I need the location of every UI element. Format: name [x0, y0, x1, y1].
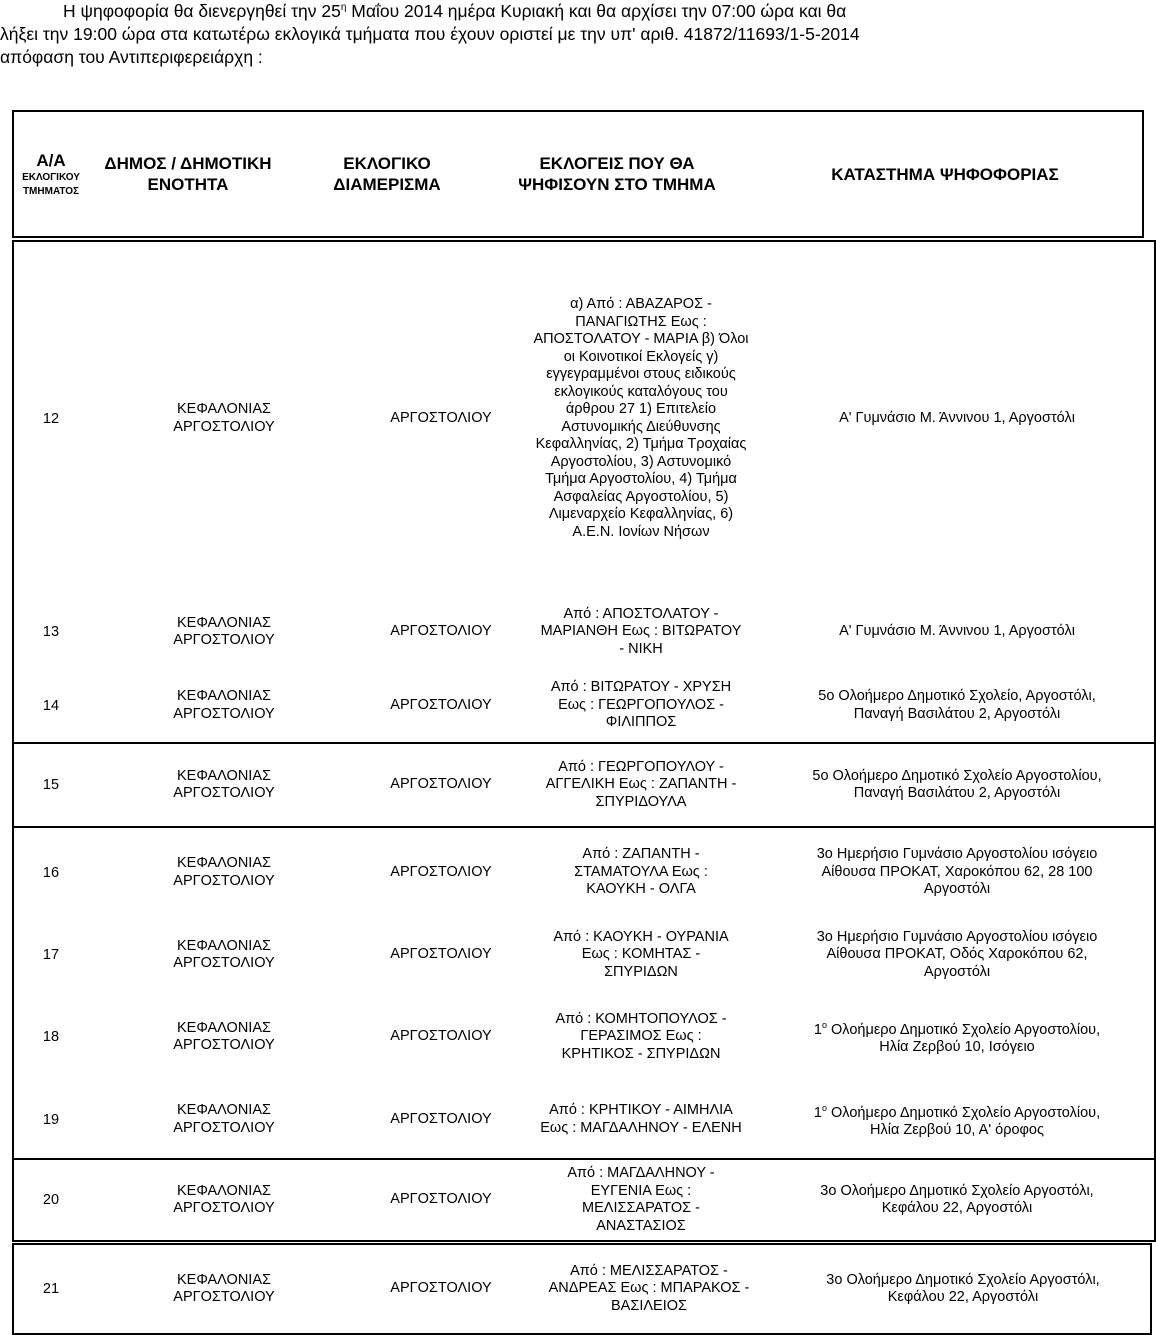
table-row	[13, 827, 1155, 917]
row-district: ΑΡΓΟΣΤΟΛΙΟΥ	[390, 1280, 492, 1297]
header-district: ΕΚΛΟΓΙΚΟ ΔΙΑΜΕΡΙΣΜΑ	[333, 154, 441, 194]
row-station: 5ο Ολοήμερο Δημοτικό Σχολείο, Αργοστόλι, Παναγή Βασιλάτου 2, Αργοστόλι	[818, 688, 1096, 722]
row-municipality: ΚΕΦΑΛΟΝΙΑΣ ΑΡΓΟΣΤΟΛΙΟΥ	[173, 855, 275, 889]
row-voters: Από : ΚΟΜΗΤΟΠΟΥΛΟΣ - ΓΕΡΑΣΙΜΟΣ Εως : ΚΡΗΤΙΚΟΣ - ΣΠΥΡΙΔΩΝ	[555, 1010, 727, 1062]
row-station: 5ο Ολοήμερο Δημοτικό Σχολείο Αργοστολίου, Παναγή Βασιλάτου 2, Αργοστόλι	[812, 767, 1102, 801]
row-voters: Από : ΚΡΗΤΙΚΟΥ - ΑΙΜΗΛΙΑ Εως : ΜΑΓΔΑΛΗΝΟΥ - ΕΛΕΝΗ	[540, 1102, 742, 1136]
row-voters: Από : ΚΑΟΥΚΗ - ΟΥΡΑΝΙΑ Εως : ΚΟΜΗΤΑΣ - ΣΠΥΡΙΔΩΝ	[553, 928, 729, 980]
intro-line-1	[0, 0, 960, 23]
table-row	[13, 1244, 1151, 1334]
intro-line-3: απόφαση του Αντιπεριφερειάρχη :	[0, 47, 263, 67]
table-row	[13, 917, 1155, 993]
row-number: 15	[42, 777, 60, 793]
table-row	[13, 595, 1155, 669]
row-station	[760, 1081, 1155, 1159]
row-voters: Από : ΓΕΩΡΓΟΠΟΥΛΟΥ - ΑΓΓΕΛΙΚΗ Εως : ΖΑΠΑΝΤΗ - ΣΠΥΡΙΔΟΥΛΑ	[545, 758, 737, 810]
row-number: 16	[42, 864, 60, 881]
row-municipality: ΚΕΦΑΛΟΝΙΑΣ ΑΡΓΟΣΤΟΛΙΟΥ	[173, 1102, 275, 1136]
row-number: 14	[42, 697, 60, 714]
row-station: Α' Γυμνάσιο Μ. Άννινου 1, Αργοστόλι	[839, 409, 1075, 426]
row-station: 3ο Ημερήσιο Γυμνάσιο Αργοστολίου ισόγειο Αίθουσα ΠΡΟΚΑΤ, Οδός Χαροκόπου 62, Αργοστόλι	[816, 928, 1098, 980]
header-serial-top: Α/Α	[36, 150, 66, 170]
intro-line-1-start: Η ψηφοφορία θα διενεργηθεί την 25	[63, 1, 341, 21]
row-district: ΑΡΓΟΣΤΟΛΙΟΥ	[390, 1191, 492, 1208]
row-number: 13	[42, 624, 60, 640]
table-row	[13, 1159, 1155, 1241]
row-station	[760, 993, 1155, 1081]
station-number: 1	[813, 1021, 822, 1038]
row-district: ΑΡΓΟΣΤΟΛΙΟΥ	[390, 623, 492, 640]
table-row	[13, 993, 1155, 1081]
row-district: ΑΡΓΟΣΤΟΛΙΟΥ	[390, 696, 492, 713]
table-body	[12, 240, 1156, 1242]
station-text: Ολοήμερο Δημοτικό Σχολείο Αργοστολίου, Ηλία Ζερβού 10, Ισόγειο	[827, 1021, 1101, 1056]
table-header	[12, 110, 1144, 238]
row-municipality: ΚΕΦΑΛΟΝΙΑΣ ΑΡΓΟΣΤΟΛΙΟΥ	[173, 937, 275, 971]
row-district: ΑΡΓΟΣΤΟΛΙΟΥ	[390, 1028, 492, 1045]
row-number: 19	[42, 1111, 60, 1128]
row-number: 21	[42, 1281, 60, 1297]
row-voters: Από : ΖΑΠΑΝΤΗ - ΣΤΑΜΑΤΟΥΛΑ Εως : ΚΑΟΥΚΗ - ΟΛΓΑ	[574, 846, 708, 898]
station-superscript: ο	[821, 1102, 827, 1113]
row-station: 3ο Ημερήσιο Γυμνάσιο Αργοστολίου ισόγειο Αίθουσα ΠΡΟΚΑΤ, Χαροκόπου 62, 28 100 Αργοστόλι	[816, 846, 1098, 898]
row-voters: Από : ΑΠΟΣΤΟΛΑΤΟΥ - ΜΑΡΙΑΝΘΗ Εως : ΒΙΤΩΡΑΤΟΥ - ΝΙΚΗ	[540, 605, 742, 657]
table-row	[13, 743, 1155, 827]
row-municipality: ΚΕΦΑΛΟΝΙΑΣ ΑΡΓΟΣΤΟΛΙΟΥ	[173, 1271, 275, 1305]
intro-line-1-end: Μαΐου 2014 ημέρα Κυριακή και θα αρχίσει την 07:00 ώρα και θα	[346, 1, 847, 21]
header-serial-bottom: ΕΚΛΟΓΙΚΟΥ ΤΜΗΜΑΤΟΣ	[22, 171, 80, 197]
row-voters: Από : ΜΑΓΔΑΛΗΝΟΥ - ΕΥΓΕΝΙΑ Εως : ΜΕΛΙΣΣΑΡΑΤΟΣ - ΑΝΑΣΤΑΣΙΟΣ	[567, 1165, 715, 1234]
row-municipality: ΚΕΦΑΛΟΝΙΑΣ ΑΡΓΟΣΤΟΛΙΟΥ	[173, 401, 275, 435]
row-district: ΑΡΓΟΣΤΟΛΙΟΥ	[390, 409, 492, 426]
row-municipality: ΚΕΦΑΛΟΝΙΑΣ ΑΡΓΟΣΤΟΛΙΟΥ	[173, 1182, 275, 1216]
row-voters: Από : ΒΙΤΩΡΑΤΟΥ - ΧΡΥΣΗ Εως : ΓΕΩΡΓΟΠΟΥΛΟΣ - ΦΙΛΙΠΠΟΣ	[550, 679, 732, 731]
row-district: ΑΡΓΟΣΤΟΛΙΟΥ	[390, 946, 492, 963]
row-number: 12	[42, 410, 60, 427]
row-number: 20	[42, 1192, 60, 1208]
row-station: 3ο Ολοήμερο Δημοτικό Σχολείο Αργοστόλι, Κεφάλου 22, Αργοστόλι	[820, 1182, 1094, 1216]
row-voters: α) Από : ΑΒΑΖΑΡΟΣ - ΠΑΝΑΓΙΩΤΗΣ Εως : ΑΠΟΣΤΟΛΑΤΟΥ - ΜΑΡΙΑ β) Όλοι οι Κοινοτικοί Εκλογείς γ) εγγεγραμμένοι στους ειδικούς εκλογικούς καταλόγους του άρθρου 27 1) Επιτελείο Αστυνομικής Διεύθυνσης Κεφαλληνίας, 2) Τμήμα Τροχαίας Αργοστολίου, 3) Αστυνομικό Τμήμα Αργοστολίου, 4) Τμήμα Ασφαλείας Αργοστολίου, 5) Λιμεναρχείο Κεφαλληνίας, 6) Α.Ε.Ν. Ιονίων Νήσων	[533, 296, 749, 540]
table-row	[13, 241, 1155, 595]
intro-superscript: η	[340, 2, 347, 13]
header-serial	[13, 111, 88, 237]
table-row	[13, 1081, 1155, 1159]
row-number: 18	[42, 1029, 60, 1045]
row-district: ΑΡΓΟΣΤΟΛΙΟΥ	[390, 863, 492, 880]
row-number: 17	[42, 947, 60, 963]
table-row	[13, 669, 1155, 743]
row-municipality: ΚΕΦΑΛΟΝΙΑΣ ΑΡΓΟΣΤΟΛΙΟΥ	[173, 1019, 275, 1053]
row-municipality: ΚΕΦΑΛΟΝΙΑΣ ΑΡΓΟΣΤΟΛΙΟΥ	[173, 688, 275, 722]
row-municipality: ΚΕΦΑΛΟΝΙΑΣ ΑΡΓΟΣΤΟΛΙΟΥ	[173, 614, 275, 648]
station-superscript: ο	[821, 1020, 827, 1031]
header-station: ΚΑΤΑΣΤΗΜΑ ΨΗΦΟΦΟΡΙΑΣ	[831, 164, 1059, 184]
row-station: Α' Γυμνάσιο Μ. Άννινου 1, Αργοστόλι	[839, 623, 1075, 640]
header-voters: ΕΚΛΟΓΕΙΣ ΠΟΥ ΘΑ ΨΗΦΙΣΟΥΝ ΣΤΟ ΤΜΗΜΑ	[518, 154, 716, 194]
table-body-continued	[12, 1243, 1152, 1335]
row-voters: Από : ΜΕΛΙΣΣΑΡΑΤΟΣ - ΑΝΔΡΕΑΣ Εως : ΜΠΑΡΑΚΟΣ - ΒΑΣΙΛΕΙΟΣ	[548, 1262, 750, 1314]
row-district: ΑΡΓΟΣΤΟΛΙΟΥ	[390, 1110, 492, 1127]
intro-line-2: λήξει την 19:00 ώρα στα κατωτέρω εκλογικά τμήματα που έχουν οριστεί με την υπ' αριθ. 41872/11693/1-5-2014	[0, 24, 860, 44]
header-municipality: ΔΗΜΟΣ / ΔΗΜΟΤΙΚΗ ΕΝΟΤΗΤΑ	[104, 154, 272, 194]
station-text: Ολοήμερο Δημοτικό Σχολείο Αργοστολίου, Ηλία Ζερβού 10, Α' όροφος	[827, 1104, 1101, 1138]
row-station: 3ο Ολοήμερο Δημοτικό Σχολείο Αργοστόλι, Κεφάλου 22, Αργοστόλι	[826, 1271, 1100, 1305]
row-municipality: ΚΕΦΑΛΟΝΙΑΣ ΑΡΓΟΣΤΟΛΙΟΥ	[173, 767, 275, 801]
station-number: 1	[813, 1104, 822, 1121]
row-district: ΑΡΓΟΣΤΟΛΙΟΥ	[390, 776, 492, 793]
intro-paragraph	[0, 0, 960, 69]
